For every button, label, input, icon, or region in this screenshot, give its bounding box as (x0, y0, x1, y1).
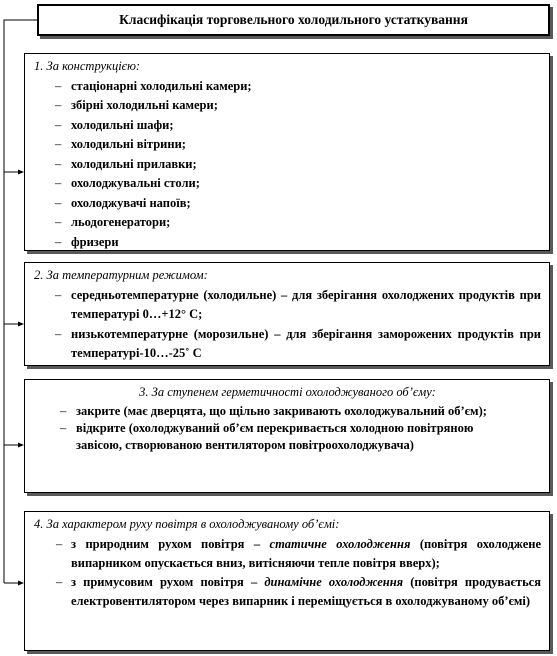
list-item: – охолоджувальні столи; (34, 174, 541, 194)
list-item: – закрите (має дверцята, що щільно закривають охолоджувальний об’єм); (34, 403, 541, 420)
item-text-emphasis: динамічне охолодження (264, 574, 404, 589)
list-item (34, 573, 541, 611)
section-air-movement (24, 511, 550, 651)
section-heading: 2. За температурним режимом: (34, 268, 208, 282)
section-temperature (24, 262, 550, 366)
item-text-post: (повітря продувається електровентилятором через випарник і переміщується в охолоджуваному об’ємі) (71, 574, 541, 608)
list-item: – відкрите (охолоджуваний об’єм перекривається холодною повітряною завісою, створюваною вентилятором повітроохолоджувача) (34, 420, 541, 454)
section-list (34, 286, 541, 364)
list-item (34, 535, 541, 573)
section-list (34, 403, 541, 454)
list-item: – холодильні шафи; (34, 116, 541, 136)
list-item: – стаціонарні холодильні камери; (34, 77, 541, 97)
section-construction (24, 53, 550, 251)
list-item: – фризери (34, 233, 541, 253)
list-item: – збірні холодильні камери; (34, 96, 541, 116)
section-list (34, 535, 541, 611)
item-text-pre: з примусовим рухом повітря – (71, 574, 258, 589)
item-text-emphasis: статичне охолодження (269, 536, 411, 551)
diagram-title: Класифікація торговельного холодильного устаткування (37, 4, 550, 36)
section-list (34, 77, 541, 253)
section-heading: 4. За характером руху повітря в охолоджуваному об’ємі: (34, 517, 340, 531)
section-hermeticity (24, 379, 550, 493)
list-item: – низькотемпературне (морозильне) – для зберігання заморожених продуктів при температурі-10…-25˚ С (34, 325, 541, 364)
list-item: – холодильні вітрини; (34, 135, 541, 155)
item-text-post: (повітря охолоджене випарником опускається вниз, витісняючи тепле повітря вверх); (71, 536, 541, 570)
list-item: – льодогенератори; (34, 213, 541, 233)
section-heading: 3. За ступенем герметичності охолоджуваного об’єму: (139, 385, 436, 399)
section-heading: 1. За конструкцією: (34, 59, 141, 73)
list-item: – холодильні прилавки; (34, 155, 541, 175)
list-item: – охолоджувачі напоїв; (34, 194, 541, 214)
list-item: – середньотемпературне (холодильне) – для зберігання охолоджених продуктів при температурі 0…+12° С; (34, 286, 541, 325)
item-text-pre: з природним рухом повітря – (71, 536, 261, 551)
